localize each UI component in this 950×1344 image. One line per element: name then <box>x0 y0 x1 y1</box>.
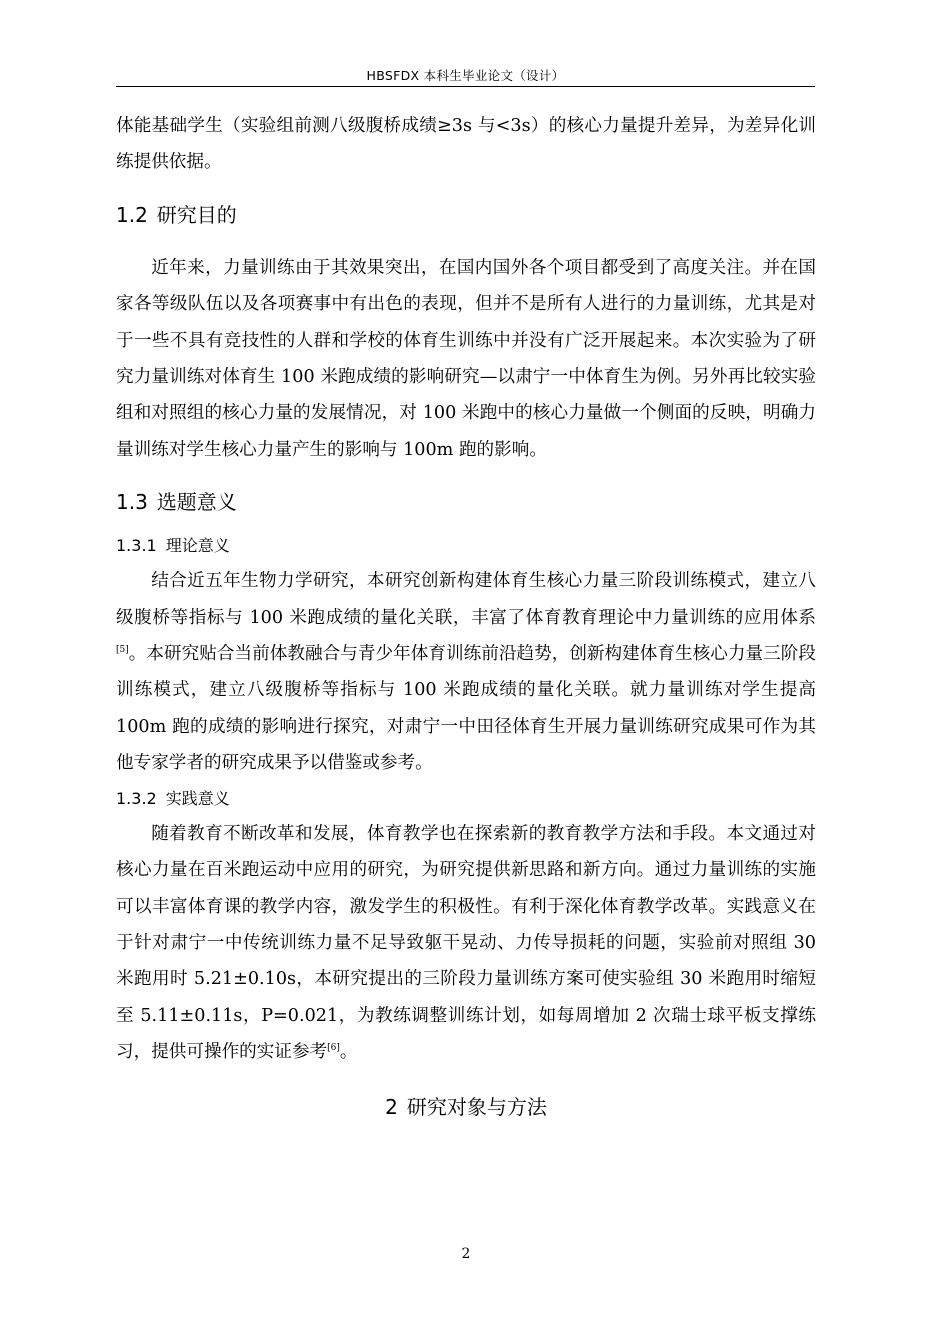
citation-ref: [6] <box>327 1043 340 1054</box>
header-divider <box>116 86 815 87</box>
practice-text-a: 随着教育不断改革和发展，体育教学也在探索新的教育教学方法和手段。本文通过对核心力量在百米跑运动中应用的研究，为研究提供新思路和新方向。通过力量训练的实施可以丰富体育课的教学内容，激发学生的积极性。有利于深化体育教学改革。实践意义在于针对肃宁一中传统训练力量不足导致躯干晃动、力传导损耗的问题，实验前对照组 30 米跑用时 5.21±0.10s，本研究提出的三阶段力量训练方案可使实验组 30 米跑用时缩短至 5.11±0.11s，P=0.021，为教练调整训练计划，如每周增加 2 次瑞士球平板支撑练习，提供可操作的实证参考 <box>116 823 816 1063</box>
section-title: 选题意义 <box>156 490 237 515</box>
section-number: 1.3.1 <box>116 536 157 556</box>
theory-paragraph <box>116 563 816 781</box>
page-number: 2 <box>461 1246 471 1262</box>
section-title: 实践意义 <box>165 788 230 808</box>
purpose-paragraph: 近年来，力量训练由于其效果突出，在国内国外各个项目都受到了高度关注。并在国家各等级队伍以及各项赛事中有出色的表现，但并不是所有人进行的力量训练，尤其是对于一些不具有竞技性的人群和学校的体育生训练中并没有广泛开展起来。本次实验为了研究力量训练对体育生 100 米跑成绩的影响研究—以肃宁一中体育生为例。另外再比较实验组和对照组的核心力量的发展情况，对 100 米跑中的核心力量做一个侧面的反映，明确力量训练对学生核心力量产生的影响与 100m 跑的影响。 <box>116 257 816 460</box>
section-number: 1.2 <box>116 202 148 227</box>
practice-paragraph <box>116 816 816 1071</box>
section-title: 研究对象与方法 <box>406 1094 547 1119</box>
section-number: 1.3.2 <box>116 788 157 808</box>
section-title: 理论意义 <box>165 536 230 556</box>
heading-topic-significance <box>116 476 816 529</box>
heading-theoretical-significance <box>116 529 816 563</box>
heading-research-purpose <box>116 189 816 242</box>
practice-text-b: 。 <box>339 1042 358 1063</box>
heading-subjects-and-methods <box>116 1081 816 1134</box>
intro-tail-paragraph: 体能基础学生（实验组前测八级腹桥成绩≥3s 与<3s）的核心力量提升差异，为差异化训练提供依据。 <box>116 116 816 173</box>
section-number: 2 <box>385 1094 398 1119</box>
theory-text-a: 结合近五年生物力学研究，本研究创新构建体育生核心力量三阶段训练模式，建立八级腹桥等指标与 100 米跑成绩的量化关联，丰富了体育教育理论中力量训练的应用体系 <box>116 571 816 628</box>
heading-practical-significance <box>116 782 816 816</box>
section-number: 1.3 <box>116 490 148 515</box>
citation-ref: [5] <box>116 645 129 656</box>
section-title: 研究目的 <box>156 202 237 227</box>
page-body <box>116 108 816 1134</box>
theory-text-b: 。本研究贴合当前体教融合与青少年体育训练前沿趋势，创新构建体育生核心力量三阶段训练模式，建立八级腹桥等指标与 100 米跑成绩的量化关联。就力量训练对学生提高 100m 跑的成绩的影响进行探究，对肃宁一中田径体育生开展力量训练研究成果可作为其他专家学者的研究成果予以借鉴或参考。 <box>116 644 816 774</box>
running-header: HBSFDX 本科生毕业论文（设计） <box>366 68 565 83</box>
